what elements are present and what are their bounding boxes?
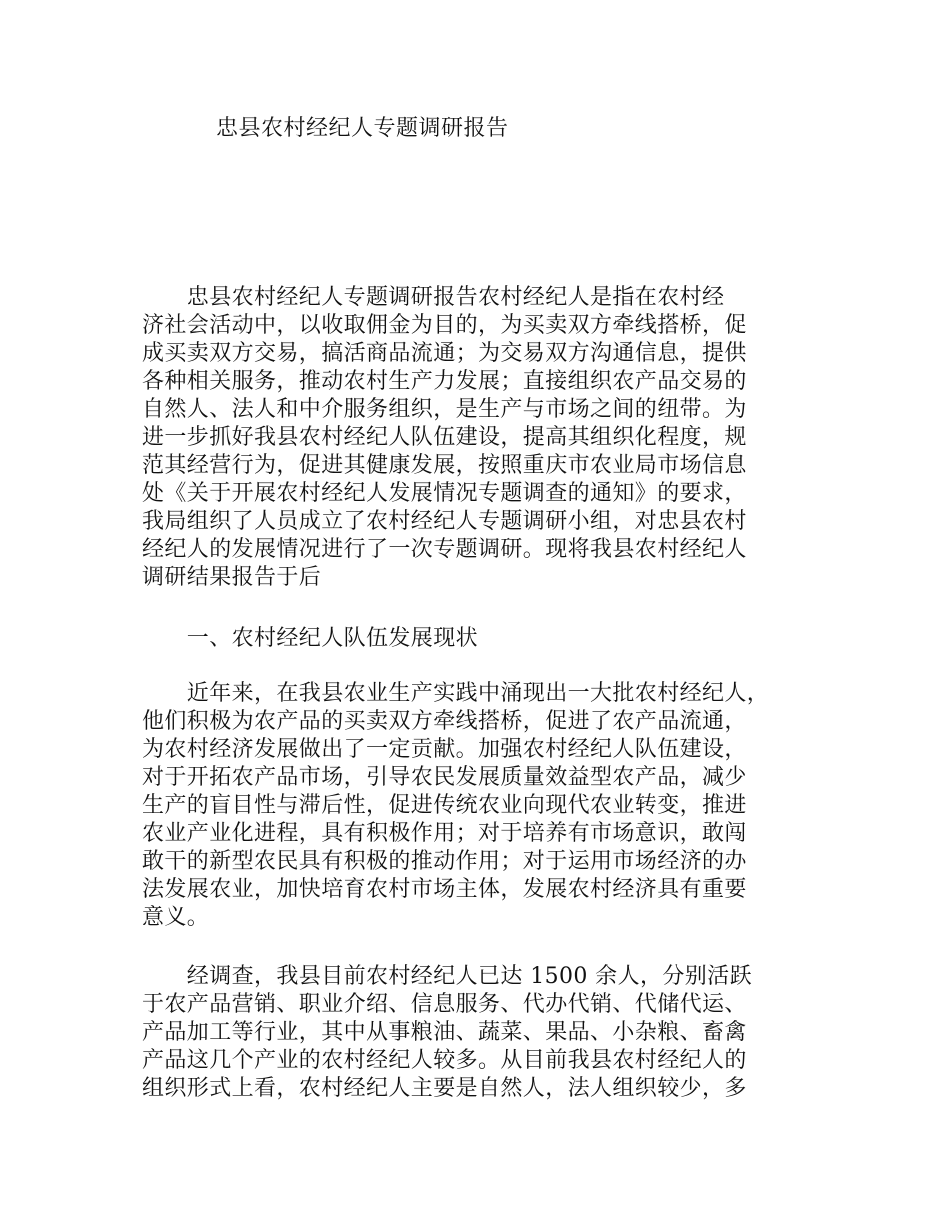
paragraph-survey	[142, 963, 802, 1103]
paragraph-line: 自然人、法人和中介服务组织，是生产与市场之间的纽带。为	[142, 397, 747, 422]
paragraph-line: 于农产品营销、职业介绍、信息服务、代办代销、代储代运、	[142, 992, 747, 1017]
paragraph-line: 产品加工等行业，其中从事粮油、蔬菜、果品、小杂粮、畜禽	[142, 1020, 747, 1045]
paragraph-line: 为农村经济发展做出了一定贡献。加强农村经纪人队伍建设，	[142, 737, 747, 762]
paragraph-line: 调研结果报告于后	[142, 565, 322, 590]
paragraph-line: 济社会活动中，以收取佣金为目的，为买卖双方牵线搭桥，促	[142, 313, 747, 338]
paragraph-line: 组织形式上看，农村经纪人主要是自然人，法人组织较少，多	[142, 1076, 747, 1101]
paragraph-line: 敢干的新型农民具有积极的推动作用；对于运用市场经济的办	[142, 849, 747, 874]
paragraph-intro	[142, 284, 802, 592]
paragraph-line: 对于开拓农产品市场，引导农民发展质量效益型农产品，减少	[142, 765, 747, 790]
paragraph-line: 农业产业化进程，具有积极作用；对于培养有市场意识，敢闯	[142, 821, 747, 846]
paragraph-status	[142, 680, 802, 932]
paragraph-line: 成买卖双方交易，搞活商品流通；为交易双方沟通信息，提供	[142, 341, 747, 366]
paragraph-line: 处《关于开展农村经纪人发展情况专题调查的通知》的要求，	[142, 481, 747, 506]
paragraph-line: 忠县农村经纪人专题调研报告农村经纪人是指在农村经	[142, 285, 725, 310]
document-title: 忠县农村经纪人专题调研报告	[216, 116, 509, 141]
paragraph-line: 经纪人的发展情况进行了一次专题调研。现将我县农村经纪人	[142, 537, 747, 562]
paragraph-line: 范其经营行为，促进其健康发展，按照重庆市农业局市场信息	[142, 453, 747, 478]
paragraph-line: 他们积极为农产品的买卖双方牵线搭桥，促进了农产品流通，	[142, 709, 747, 734]
section-heading: 一、农村经纪人队伍发展现状	[142, 626, 479, 651]
paragraph-line: 近年来，在我县农业生产实践中涌现出一大批农村经纪人，	[142, 681, 770, 706]
paragraph-line: 进一步抓好我县农村经纪人队伍建设，提高其组织化程度，规	[142, 425, 747, 450]
paragraph-line: 经调查，我县目前农村经纪人已达 1500 余人，分别活跃	[142, 964, 752, 989]
paragraph-line: 法发展农业，加快培育农村市场主体，发展农村经济具有重要	[142, 877, 747, 902]
paragraph-line: 意义。	[142, 905, 210, 930]
paragraph-line: 产品这几个产业的农村经纪人较多。从目前我县农村经纪人的	[142, 1048, 747, 1073]
paragraph-line: 我局组织了人员成立了农村经纪人专题调研小组，对忠县农村	[142, 509, 747, 534]
paragraph-line: 生产的盲目性与滞后性，促进传统农业向现代农业转变，推进	[142, 793, 747, 818]
paragraph-line: 各种相关服务，推动农村生产力发展；直接组织农产品交易的	[142, 369, 747, 394]
